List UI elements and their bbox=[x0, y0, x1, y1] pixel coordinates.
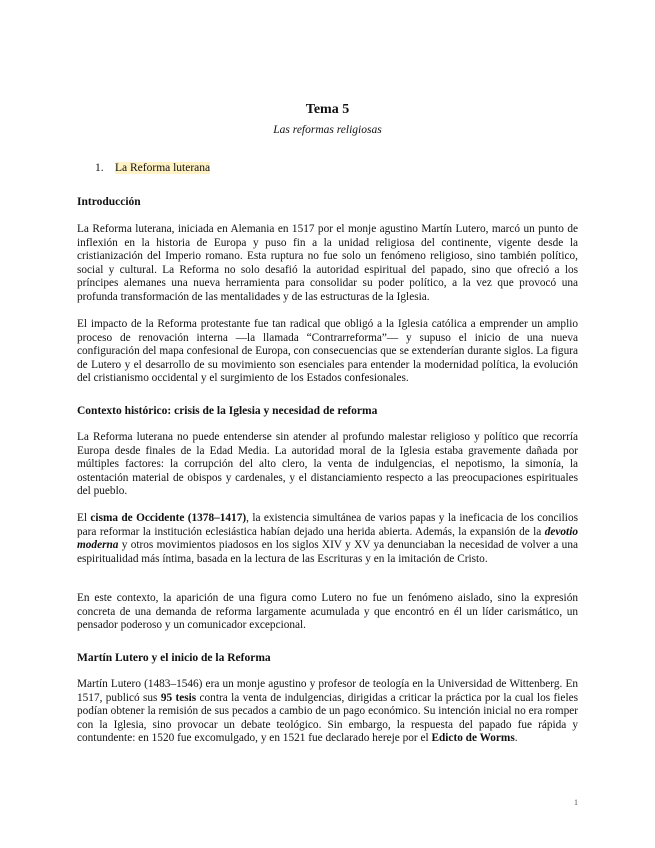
heading-lutero: Martín Lutero y el inicio de la Reforma bbox=[77, 652, 271, 664]
p6-bold-edicto: Edicto de Worms bbox=[431, 732, 515, 745]
p6-bold-95-tesis: 95 tesis bbox=[160, 691, 197, 704]
page-title: Tema 5 bbox=[305, 102, 350, 117]
p6-text-e: . bbox=[514, 732, 518, 745]
section-list-item bbox=[95, 162, 210, 174]
heading-introduccion: Introducción bbox=[77, 196, 141, 208]
p4-bold-devotio: devotio moderna bbox=[77, 525, 578, 552]
p4-text-e: y otros movimientos piadosos en los siglos XIV y XV ya denunciaban la necesidad de volver a una espiritualidad más íntima, basada en la lectura de las Escrituras y en la imitación de Cristo. bbox=[77, 539, 578, 565]
p4-text-a: El bbox=[77, 512, 91, 524]
p6-text-a: Martín Lutero (1483–1546) era un monje agustino y profesor de teología en la Universidad de Wittenberg. En 1517, publicó sus bbox=[77, 678, 578, 704]
page-number: 1 bbox=[574, 798, 578, 807]
p4-text-c: , la existencia simultánea de varios papas y la ineficacia de los concilios para reformar la institución eclesiástica habían dejado una herida abierta. Además, la expansión de la bbox=[77, 512, 578, 538]
heading-contexto: Contexto histórico: crisis de la Iglesia y necesidad de reforma bbox=[77, 405, 378, 417]
paragraph-6 bbox=[77, 678, 578, 746]
paragraph-1: La Reforma luterana, iniciada en Alemania en 1517 por el monje agustino Martín Lutero, marcó un punto de inflexión en la historia de Europa y puso fin a la unidad religiosa del continente, vigente desde la cristianización del Imperio romano. Esta ruptura no fue solo un fenómeno religioso, sino también político, social y cultural. La Reforma no solo desafió la autoridad espiritual del papado, sino que ofreció a los príncipes alemanes una nueva herramienta para consolidar su poder político, a la vez que provocó una profunda transformación de las mentalidades y de las estructuras de la Iglesia. bbox=[77, 223, 578, 303]
section-label: La Reforma luterana bbox=[115, 162, 211, 174]
p6-text-c: contra la venta de indulgencias, dirigidas a criticar la práctica por la cual los fieles podían obtener la remisión de sus pecados a cambio de un pago económico. Su intención inicial no era romper con la Iglesia, sino provocar un debate teológico. Sin embargo, la respuesta del papado fue rápida y contundente: en 1520 fue excomulgado, y en 1521 fue declarado hereje por el bbox=[77, 691, 578, 745]
paragraph-5: En este contexto, la aparición de una figura como Lutero no fue un fenómeno aislado, sino la expresión concreta de una demanda de reforma largamente acumulada y que encontró en él un líder carismático, un pensador poderoso y un comunicador excepcional. bbox=[77, 592, 578, 632]
section-number: 1. bbox=[95, 162, 104, 174]
page-subtitle: Las reformas religiosas bbox=[273, 124, 382, 136]
paragraph-3: La Reforma luterana no puede entenderse sin atender al profundo malestar religioso y político que recorría Europa desde finales de la Edad Media. La autoridad moral de la Iglesia estaba gravemente dañada por múltiples factores: la corrupción del alto clero, la venta de indulgencias, el nepotismo, la simonía, la ostentación material de obispos y cardenales, y el distanciamiento respecto a las preocupaciones espirituales del pueblo. bbox=[77, 431, 578, 498]
p4-bold-cisma: cisma de Occidente (1378–1417) bbox=[90, 512, 247, 524]
paragraph-4 bbox=[77, 512, 578, 566]
paragraph-2: El impacto de la Reforma protestante fue tan radical que obligó a la Iglesia católica a emprender un amplio proceso de renovación interna —la llamada “Contrarreforma”— y supuso el inicio de una nueva configuración del mapa confesional de Europa, con consecuencias que se extenderían durante siglos. La figura de Lutero y el desarrollo de su movimiento son esenciales para entender la modernidad política, la evolución del cristianismo occidental y el surgimiento de los Estados confesionales. bbox=[77, 318, 578, 385]
